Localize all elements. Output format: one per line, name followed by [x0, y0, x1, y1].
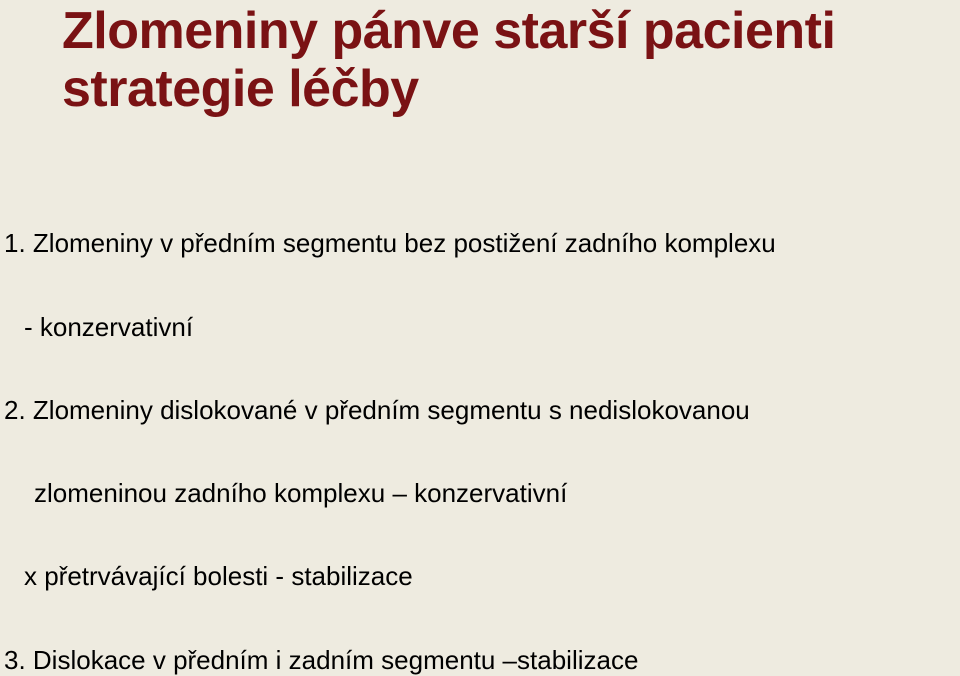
text-line-2: - konzervativní	[24, 312, 194, 342]
slide-title-line-2: strategie léčby	[62, 60, 419, 118]
slide-title-line-1: Zlomeniny pánve starší pacienti	[62, 2, 836, 60]
text-line-1: 1. Zlomeniny v předním segmentu bez postižení zadního komplexu	[4, 228, 776, 258]
slide-title	[62, 2, 958, 118]
text-line-4: zlomeninou zadního komplexu – konzervativní	[34, 478, 568, 508]
text-line-3: 2. Zlomeniny dislokované v předním segmentu s nedislokovanou	[4, 395, 750, 425]
text-line-6: 3. Dislokace v předním i zadním segmentu –stabilizace	[4, 645, 639, 675]
text-line-5: x přetrvávající bolesti - stabilizace	[24, 561, 413, 591]
